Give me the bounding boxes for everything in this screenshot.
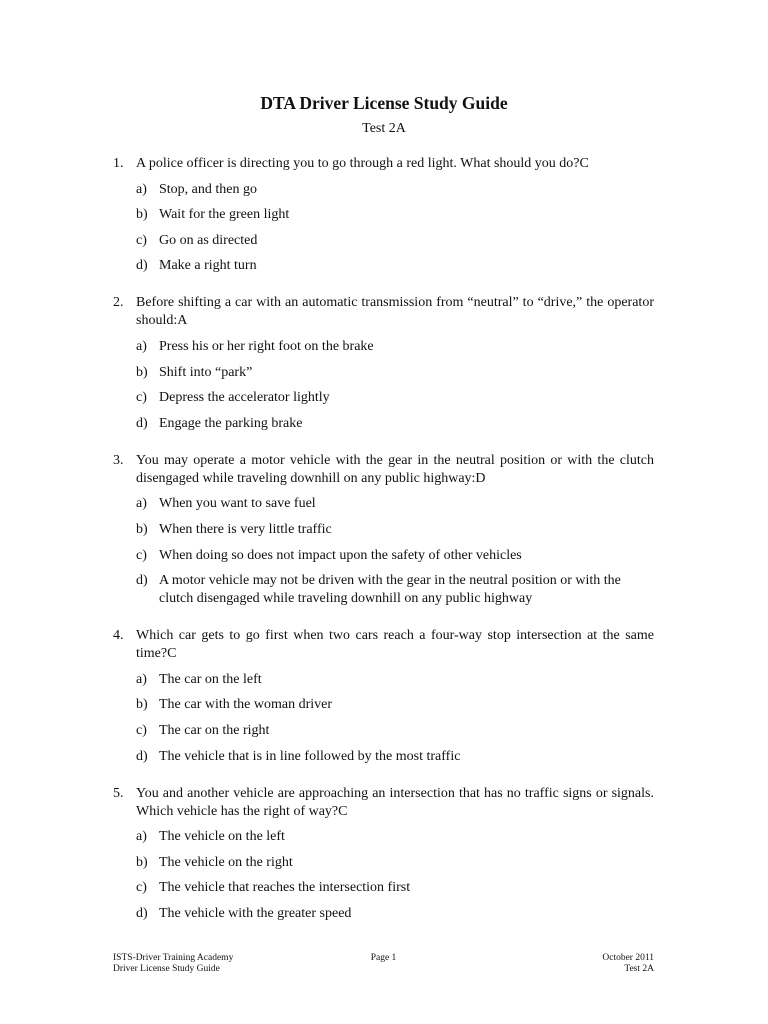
option-letter: c) xyxy=(136,547,147,563)
footer-page-number: Page 1 xyxy=(370,953,397,963)
document-subtitle: Test 2A xyxy=(362,121,406,136)
question-number: 4. xyxy=(113,628,124,644)
answer-option xyxy=(136,415,654,433)
option-text: Wait for the green light xyxy=(159,207,290,223)
option-text: When you want to save fuel xyxy=(159,496,316,512)
option-text: Stop, and then go xyxy=(159,181,257,197)
document-title: DTA Driver License Study Guide xyxy=(260,93,508,113)
option-letter: a) xyxy=(136,671,147,687)
answer-option xyxy=(136,748,654,766)
option-letter: b) xyxy=(136,207,148,223)
answer-option xyxy=(136,364,654,382)
question-text: You may operate a motor vehicle with the gear in the neutral position or with the clutch disengaged while traveling downhill on any public highway:D xyxy=(136,452,654,486)
question-stem xyxy=(113,294,654,330)
answer-option xyxy=(136,232,654,250)
option-letter: b) xyxy=(136,854,148,870)
question xyxy=(113,294,654,432)
footer-date: October 2011 xyxy=(602,953,654,963)
option-text: The vehicle that is in line followed by the most traffic xyxy=(159,748,461,764)
question-stem xyxy=(113,452,654,488)
footer-organization: ISTS-Driver Training Academy xyxy=(113,953,234,963)
answer-option xyxy=(136,181,654,199)
option-letter: b) xyxy=(136,364,148,380)
answer-option xyxy=(136,495,654,513)
option-letter: d) xyxy=(136,258,148,274)
answer-option xyxy=(136,696,654,714)
option-text: Press his or her right foot on the brake xyxy=(159,338,374,354)
question-text: A police officer is directing you to go through a red light. What should you do?C xyxy=(136,156,589,171)
question-number: 3. xyxy=(113,452,124,468)
option-letter: d) xyxy=(136,573,148,589)
option-letter: c) xyxy=(136,880,147,896)
question-number: 5. xyxy=(113,785,124,801)
option-text: The car on the left xyxy=(159,671,262,687)
answer-option xyxy=(136,722,654,740)
option-text: When doing so does not impact upon the safety of other vehicles xyxy=(159,547,522,563)
option-letter: c) xyxy=(136,722,147,738)
question-number: 2. xyxy=(113,295,124,311)
answer-option xyxy=(136,257,654,275)
question-stem xyxy=(113,785,654,821)
footer-test-id: Test 2A xyxy=(624,964,654,974)
option-letter: a) xyxy=(136,338,147,354)
answer-option xyxy=(136,338,654,356)
option-text: Make a right turn xyxy=(159,258,257,274)
option-letter: a) xyxy=(136,181,147,197)
option-letter: a) xyxy=(136,829,147,845)
option-letter: a) xyxy=(136,496,147,512)
question-text: Which car gets to go first when two cars reach a four-way stop intersection at the same time?C xyxy=(136,628,654,662)
option-text: Depress the accelerator lightly xyxy=(159,390,330,406)
answer-option xyxy=(136,879,654,897)
answer-option xyxy=(136,521,654,539)
option-text: Shift into “park” xyxy=(159,364,253,380)
option-letter: d) xyxy=(136,905,148,921)
option-text: When there is very little traffic xyxy=(159,521,332,537)
option-letter: d) xyxy=(136,748,148,764)
question-stem xyxy=(113,155,654,173)
option-letter: b) xyxy=(136,697,148,713)
option-text: The car with the woman driver xyxy=(159,697,332,713)
question xyxy=(113,785,654,923)
option-letter: b) xyxy=(136,521,148,537)
answer-option xyxy=(136,905,654,923)
answer-option xyxy=(136,206,654,224)
option-text: Engage the parking brake xyxy=(159,415,303,431)
answer-option xyxy=(136,854,654,872)
option-text: Go on as directed xyxy=(159,232,258,248)
option-text: A motor vehicle may not be driven with the gear in the neutral position or with the clutch disengaged while traveling downhill on any public highway xyxy=(159,573,621,607)
option-text: The car on the right xyxy=(159,722,270,738)
question-stem xyxy=(113,627,654,663)
question-number: 1. xyxy=(113,156,124,171)
question xyxy=(113,627,654,765)
option-text: The vehicle on the left xyxy=(159,829,285,845)
answer-option xyxy=(136,572,654,608)
answer-option xyxy=(136,389,654,407)
question-text: You and another vehicle are approaching an intersection that has no traffic signs or signals. Which vehicle has the right of way?C xyxy=(136,785,654,819)
question xyxy=(113,155,654,275)
option-letter: c) xyxy=(136,232,147,248)
option-text: The vehicle on the right xyxy=(159,854,293,870)
question xyxy=(113,452,654,608)
question-list xyxy=(113,155,654,942)
footer-right xyxy=(602,953,654,975)
question-text: Before shifting a car with an automatic transmission from “neutral” to “drive,” the operator should:A xyxy=(136,295,654,329)
option-text: The vehicle that reaches the intersection first xyxy=(159,880,411,896)
option-letter: c) xyxy=(136,390,147,406)
footer-document-name: Driver License Study Guide xyxy=(113,964,220,974)
answer-option xyxy=(136,828,654,846)
option-text: The vehicle with the greater speed xyxy=(159,905,352,921)
option-letter: d) xyxy=(136,415,148,431)
answer-option xyxy=(136,547,654,565)
answer-option xyxy=(136,671,654,689)
